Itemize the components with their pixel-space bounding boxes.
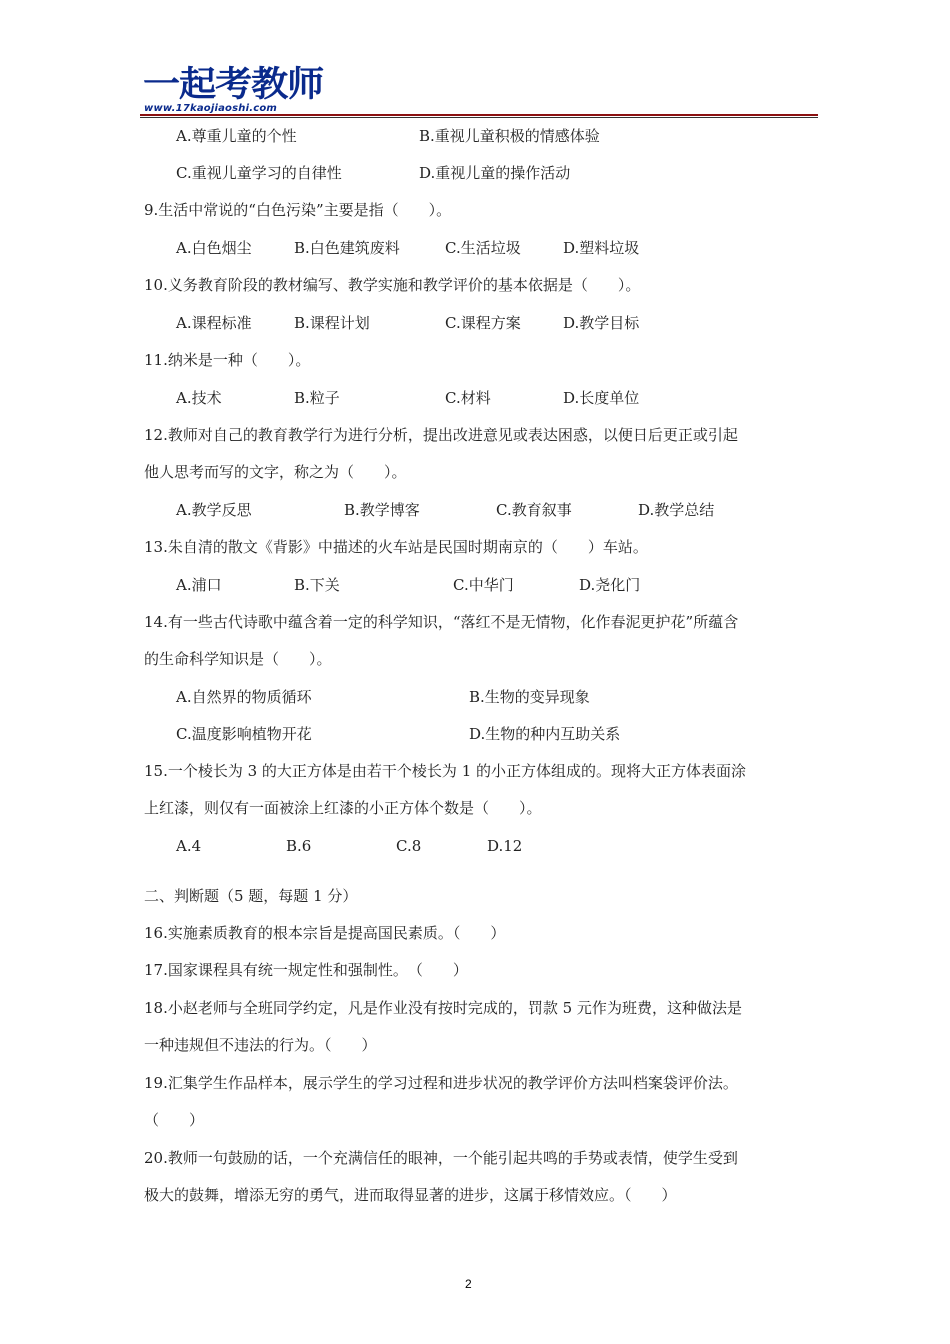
question-13: 13.朱自清的散文《背影》中描述的火车站是民国时期南京的（ ）车站。: [144, 538, 648, 556]
option: A.课程标准: [176, 314, 252, 332]
question-12-line-2: 他人思考而写的文字，称之为（ ）。: [144, 463, 407, 481]
option: D.教学目标: [563, 314, 640, 332]
question-15-line-1: 15.一个棱长为 3 的大正方体是由若干个棱长为 1 的小正方体组成的。现将大正方体表面涂: [144, 762, 747, 780]
page-number: 2: [465, 1277, 472, 1291]
question-14-line-1: 14.有一些古代诗歌中蕴含着一定的科学知识，“落红不是无情物，化作春泥更护花”所蕴含: [144, 613, 739, 631]
option: C.中华门: [453, 576, 514, 594]
option: B.6: [286, 837, 312, 855]
logo-url: www.17kaojiaoshi.com: [144, 103, 278, 114]
option: C.温度影响植物开花: [176, 725, 312, 743]
question-17: 17.国家课程具有统一规定性和强制性。 （ ）: [144, 961, 468, 979]
question-14-line-2: 的生命科学知识是（ ）。: [144, 650, 332, 668]
option: A.技术: [176, 389, 222, 407]
option: C.教育叙事: [496, 501, 572, 519]
option: B.粒子: [294, 389, 340, 407]
logo-title: 一起考教师: [143, 65, 324, 105]
question-18-line-1: 18.小赵老师与全班同学约定，凡是作业没有按时完成的，罚款 5 元作为班费，这种做法是: [144, 999, 742, 1017]
option: A.白色烟尘: [176, 239, 252, 257]
option: D.长度单位: [563, 389, 640, 407]
question-9: 9.生活中常说的“白色污染”主要是指（ ）。: [144, 201, 452, 219]
option: D.塑料垃圾: [563, 239, 640, 257]
question-19-line-1: 19.汇集学生作品样本，展示学生的学习过程和进步状况的教学评价方法叫档案袋评价法。: [144, 1074, 738, 1092]
question-12-line-1: 12.教师对自己的教育教学行为进行分析，提出改进意见或表达困惑，以便日后更正或引起: [144, 426, 738, 444]
header-rule: [140, 114, 818, 116]
option: B.课程计划: [294, 314, 370, 332]
option: A.尊重儿童的个性: [176, 127, 297, 145]
option: C.课程方案: [445, 314, 521, 332]
option: B.重视儿童积极的情感体验: [419, 127, 600, 145]
header-logo: [140, 66, 820, 120]
option: C.8: [396, 837, 422, 855]
option: B.白色建筑废料: [294, 239, 400, 257]
question-20-line-2: 极大的鼓舞，增添无穷的勇气，进而取得显著的进步，这属于移情效应。（ ）: [144, 1186, 677, 1204]
option: B.教学博客: [344, 501, 420, 519]
question-15-line-2: 上红漆，则仅有一面被涂上红漆的小正方体个数是（ ）。: [144, 799, 542, 817]
option: A.浦口: [176, 576, 222, 594]
option: D.重视儿童的操作活动: [419, 164, 571, 182]
question-16: 16.实施素质教育的根本宗旨是提高国民素质。（ ）: [144, 924, 506, 942]
option: A.4: [176, 837, 202, 855]
option: C.材料: [445, 389, 491, 407]
header-rule-thin: [140, 117, 818, 118]
option: D.尧化门: [579, 576, 641, 594]
option: D.教学总结: [638, 501, 715, 519]
option: D.12: [487, 837, 523, 855]
question-19-line-2: （ ）: [144, 1111, 205, 1129]
option: D.生物的种内互助关系: [469, 725, 621, 743]
option: C.重视儿童学习的自律性: [176, 164, 342, 182]
option: B.下关: [294, 576, 340, 594]
question-18-line-2: 一种违规但不违法的行为。（ ）: [144, 1036, 377, 1054]
question-11: 11.纳米是一种（ ）。: [144, 351, 311, 369]
question-20-line-1: 20.教师一句鼓励的话，一个充满信任的眼神，一个能引起共鸣的手势或表情，使学生受到: [144, 1149, 738, 1167]
option: B.生物的变异现象: [469, 688, 590, 706]
section-heading: 二、判断题（5 题，每题 1 分）: [144, 887, 358, 905]
option: A.教学反思: [176, 501, 252, 519]
option: C.生活垃圾: [445, 239, 521, 257]
option: A.自然界的物质循环: [176, 688, 312, 706]
question-10: 10.义务教育阶段的教材编写、教学实施和教学评价的基本依据是（ ）。: [144, 276, 641, 294]
